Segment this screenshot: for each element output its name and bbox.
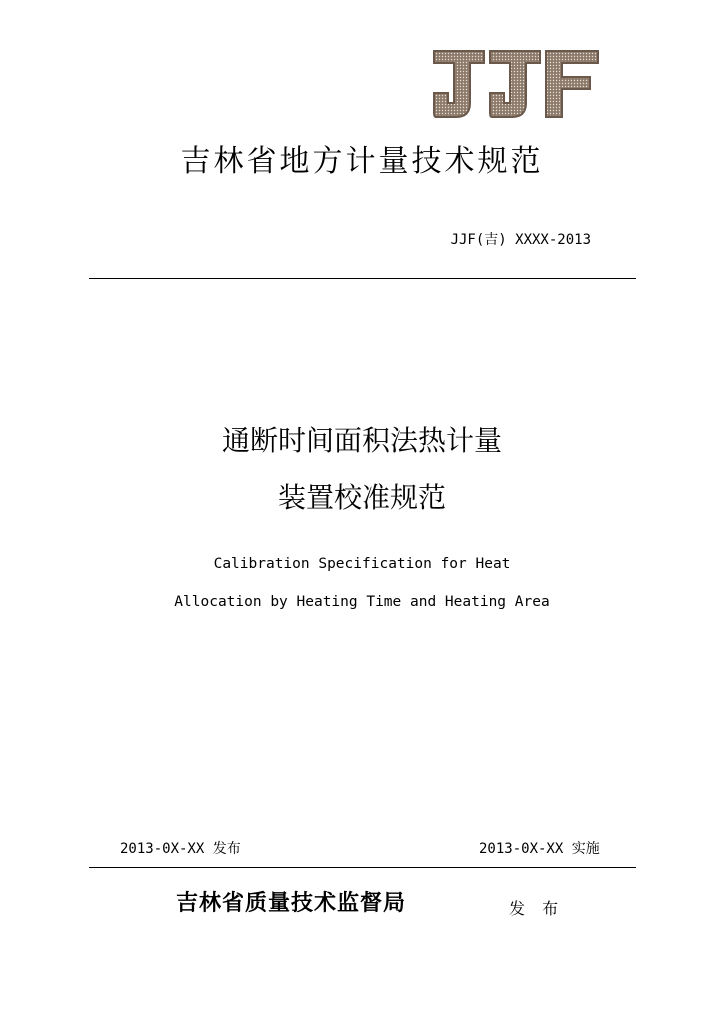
header-title: 吉林省地方计量技术规范 (180, 144, 544, 179)
standard-code: JJF(吉) XXXX-2013 (450, 232, 591, 248)
title-en-line-1: Calibration Specification for Heat (213, 556, 511, 572)
issuing-authority: 吉林省质量技术监督局 (176, 890, 407, 916)
jjf-logo-graphic (432, 49, 600, 119)
bottom-divider (89, 867, 636, 868)
logo-letter-f (546, 51, 598, 117)
title-zh-line-2: 装置校准规范 (277, 481, 446, 514)
top-divider (89, 278, 636, 279)
jjf-logo (432, 49, 600, 119)
logo-letter-j-1 (434, 51, 484, 117)
effective-date: 2013-0X-XX 实施 (479, 841, 600, 857)
issued-label: 发 布 (509, 899, 565, 918)
title-en-line-2: Allocation by Heating Time and Heating Area (174, 594, 550, 610)
title-zh-line-1: 通断时间面积法热计量 (221, 424, 502, 457)
issue-date: 2013-0X-XX 发布 (120, 841, 241, 857)
logo-letter-j-2 (490, 51, 540, 117)
